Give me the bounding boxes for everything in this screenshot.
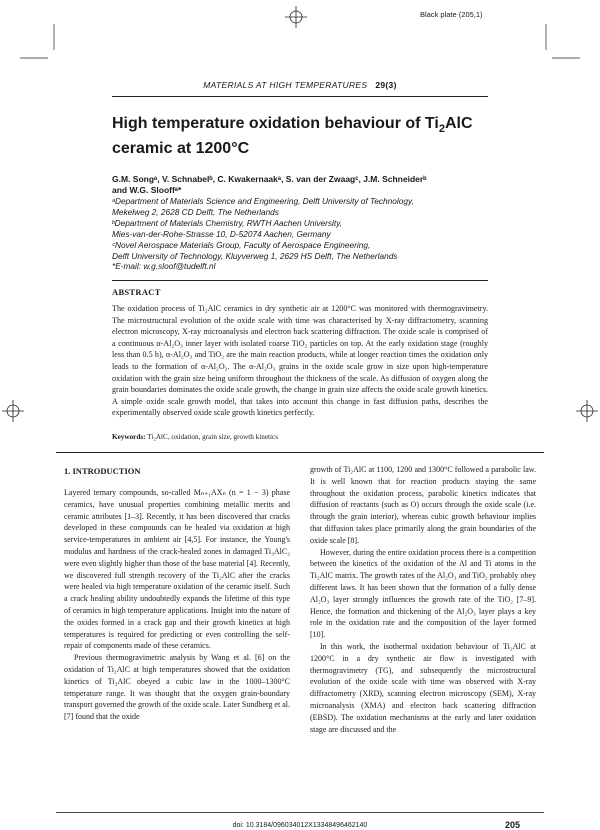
title-text-part2: AlC — [444, 115, 473, 132]
keywords-label: Keywords: — [112, 433, 146, 441]
abstract-text: The oxidation process of Ti₂AlC ceramics in dry synthetic air at 1200°C was monitored with thermogravimetry. The microstructural evolution of the oxide scale with time was characterised by X-ray diffractometry, scanning electron microscopy, X-ray microanalysis and electron back scattering diffraction. The oxide scale is comprised of a continuous α-Al₂O₃ inner layer with isolated coarse TiO₂ particles on top. At the early oxidation stage (roughly less than 0.5 h), α-Al₂O₃ and TiO₂ are the main reaction products, while at longer reaction times the oxidation only leads to the formation of α-Al₂O₃. The α-Al₂O₃ grains in the oxide scale grow in size upon high-temperature oxidation with the grain size being uniform throughout the thickness of the scale. As diffusion of oxygen along the grain boundaries dominates the oxide scale growth, the change in grain size affects the oxide scale growth kinetics. A simple oxide scale growth model, that takes into account this change in fast diffusion paths, describes the experimentally observed oxide scale growth kinetics perfectly. — [112, 304, 488, 418]
article-title — [112, 114, 492, 158]
paragraph: Layered ternary compounds, so-called Mₙ₊₁AXₙ (n = 1 − 3) phase ceramics, have unusual properties combining metallic merits and ceramic attributes [1–3]. Recently, it has been discovered that cracks developed in these compounds can be healed via oxidation at high service-temperatures in ambient air [4,5]. For instance, the Young's modulus and hardness of the crack-healed zones in damaged Ti₃AlC₂ were even slightly higher than those of the base material [4]. Recently, we discovered full strength recovery of the Ti₂AlC after the cracks were healed via high temperature oxidation of the ceramic itself. Such a crack healing ability undoubtedly expands the lifetime of this type of ceramics in high temperature applications. Insight into the nature of the oxides formed in a crack gap and their growth kinetics at high temperatures is required for predicting or even controlling the self-repair of components made of these ceramics. — [64, 488, 290, 651]
keywords-text: Ti₂AlC, oxidation, grain size, growth kinetics — [147, 433, 279, 441]
page-number: 205 — [505, 820, 521, 830]
paragraph: However, during the entire oxidation process there is a competition between the kinetics of the oxidation of the Al and Ti atoms in the Ti₂AlC matrix. The growth rates of the Al₂O₃ and TiO₂ probably obey different laws. It has been shown that the formation of a fully dense Al₂O₃ layer strongly influences the growth rate of the TiO₂ [7–9]. Hence, the formation and thickening of the Al₂O₃ layer plays a key role in the oxidation rate and the composition of the layer formed [10]. — [310, 547, 536, 640]
title-subscript: 2 — [438, 123, 445, 136]
left-column — [64, 487, 290, 723]
keywords-rule — [56, 452, 544, 453]
author-list — [112, 174, 497, 196]
paragraph: growth of Ti₂AlC at 1100, 1200 and 1300°C followed a parabolic law. It is well known that for reaction products staying the same throughout the oxidation process, parabolic kinetics indicates that diffusion of reactants (such as O) occurs through the oxide scale (i.e. through the grain interior), whereas cubic growth behaviour implies that diffusion takes place primarily along the grain boundaries of the oxide scale [8]. — [310, 465, 536, 545]
title-line-2: ceramic at 1200°C — [112, 140, 250, 158]
plate-label: Black plate (205,1) — [420, 10, 483, 19]
affiliation-line: Mekelweg 2, 2628 CD Delft, The Netherlands — [112, 206, 279, 217]
abstract-heading: ABSTRACT — [112, 287, 161, 297]
affiliation-line: Delft University of Technology, Kluyverweg 1, 2629 HS Delft, The Netherlands — [112, 250, 398, 261]
section-heading: 1. INTRODUCTION — [64, 466, 141, 476]
authors-line-1: G.M. Songᵃ, V. Schnabelᵇ, C. Kwakernaakᵃ, S. van der Zwaagᶜ, J.M. Schneiderᵇ — [112, 174, 427, 184]
authors-line-2: and W.G. Slooffᵃ* — [112, 185, 182, 195]
abstract-rule — [112, 280, 488, 281]
header-rule — [112, 96, 488, 97]
paragraph: Previous thermogravimetric analysis by Wang et al. [6] on the oxidation of Ti₂AlC at high temperatures showed that the oxidation kinetics of Ti₂AlC obeyed a cubic law in the 1000–1300°C temperature range. It was thought that the oxygen grain-boundary transport governed the growth of the oxide scale. Later Sundberg et al. [7] found that the oxide — [64, 653, 290, 722]
footer-rule — [56, 812, 544, 813]
right-column — [310, 464, 536, 735]
affiliation-line: Mies-van-der-Rohe-Strasse 10, D-52074 Aachen, Germany — [112, 228, 331, 239]
paragraph: In this work, the isothermal oxidation behaviour of Ti₂AlC at 1200°C in a dry synthetic air flow is investigated with thermogravimetry (TG), and subsequently the microstructural evolution of the oxide scale with time was observed with X-ray diffractometry (XRD), scanning electron microscopy (SEM), X-ray microanalysis (XMA) and electron back scattering diffraction (EBSD). The oxidation mechanisms at the early and later oxidation stage are discussed and the — [310, 641, 536, 734]
journal-header — [0, 80, 600, 90]
title-text-part1: High temperature oxidation behaviour of Ti — [112, 115, 439, 132]
affiliations — [112, 196, 497, 272]
affiliation-line: ᶜNovel Aerospace Materials Group, Faculty of Aerospace Engineering, — [112, 239, 371, 250]
affiliation-line: ᵇDepartment of Materials Chemistry, RWTH Aachen University, — [112, 217, 343, 228]
volume-issue: 29(3) — [375, 80, 397, 90]
keywords — [112, 433, 488, 441]
affiliation-line: ᵃDepartment of Materials Science and Engineering, Delft University of Technology, — [112, 196, 414, 206]
journal-name: MATERIALS AT HIGH TEMPERATURES — [203, 80, 368, 90]
doi: doi: 10.3184/096034012X13348496462140 — [232, 822, 368, 829]
author-email: *E-mail: w.g.sloof@tudelft.nl — [112, 261, 216, 272]
